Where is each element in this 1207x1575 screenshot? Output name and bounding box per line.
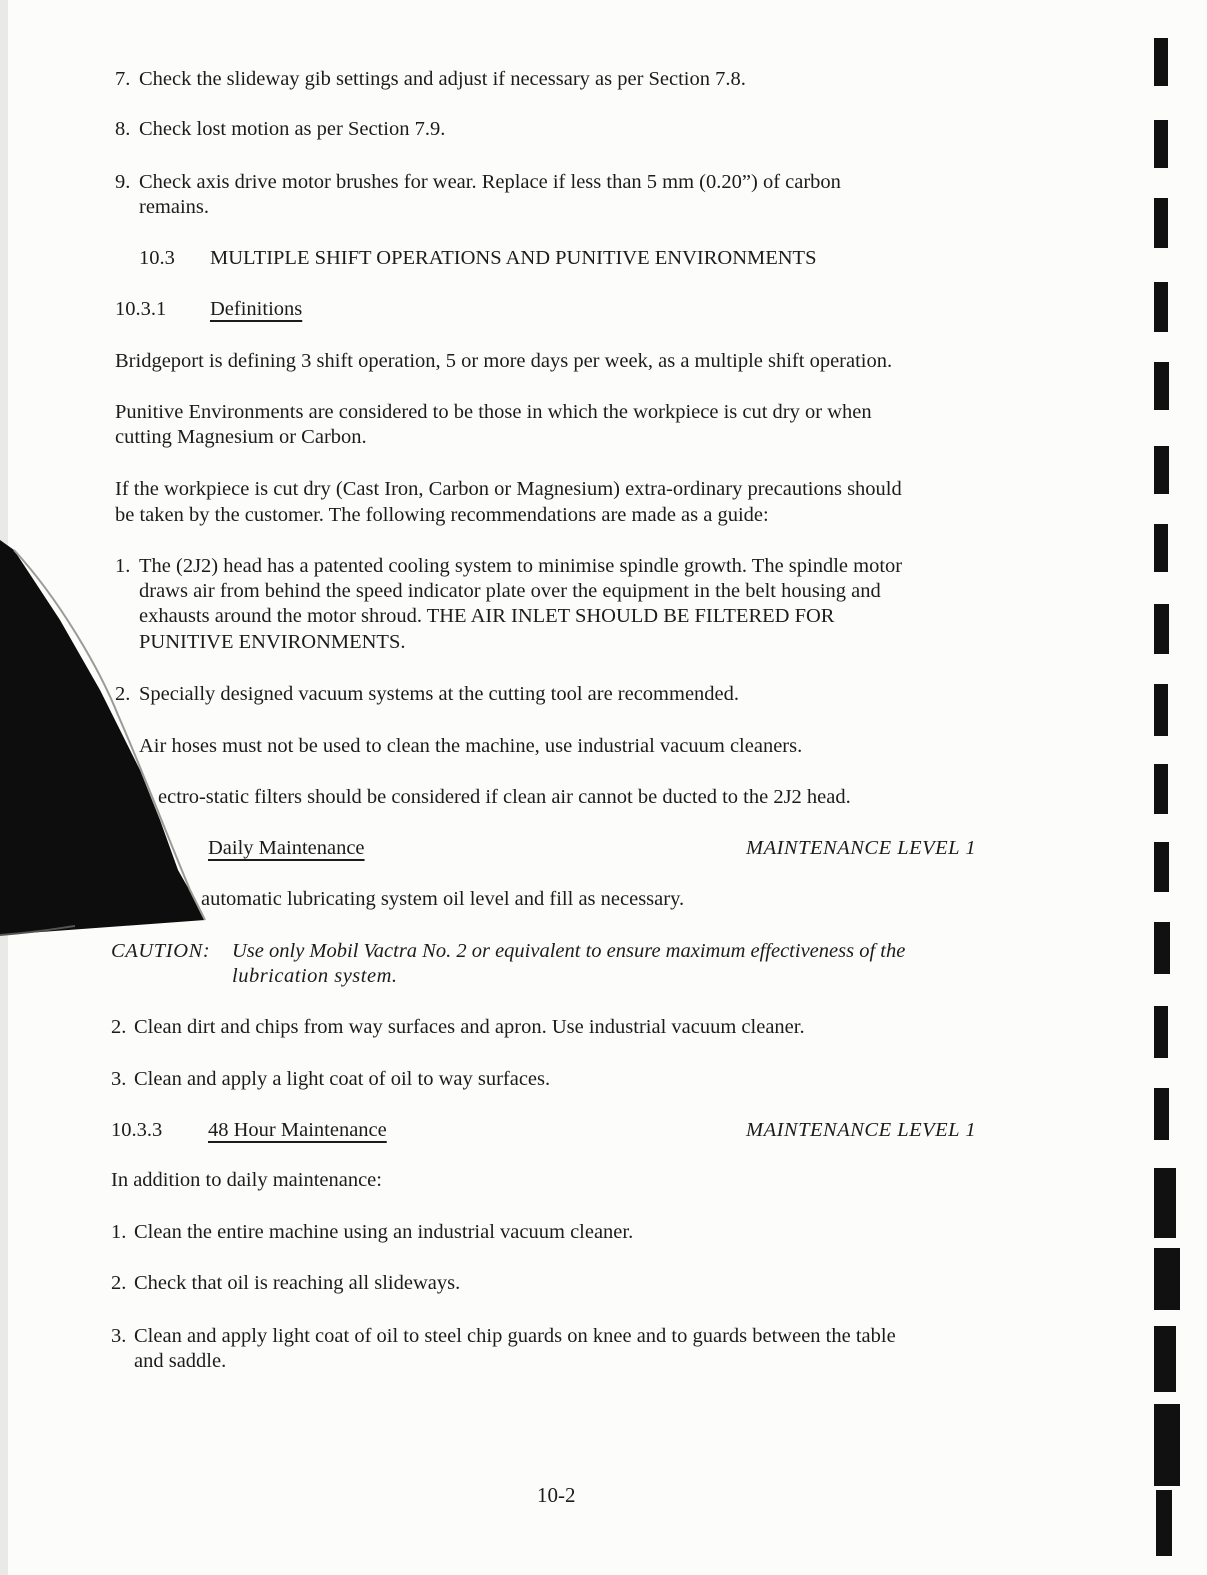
binding-strip xyxy=(1148,0,1207,1575)
binding-hole xyxy=(1154,764,1168,814)
binding-hole xyxy=(1154,38,1168,86)
definitions-paragraph-1: Bridgeport is defining 3 shift operation, 5 or more days per week, as a multiple shift operation. xyxy=(115,350,893,372)
recommendation-1-line4: PUNITIVE ENVIRONMENTS. xyxy=(139,631,406,653)
forty-eight-item-2-number: 2. xyxy=(111,1272,127,1294)
definitions-paragraph-2-line1: Punitive Environments are considered to be those in which the workpiece is cut dry or when xyxy=(115,401,872,423)
daily-item-3-number: 3. xyxy=(111,1068,127,1090)
binding-hole xyxy=(1156,1490,1172,1556)
page-number: 10-2 xyxy=(537,1483,576,1507)
daily-maintenance-level: MAINTENANCE LEVEL 1 xyxy=(746,837,977,859)
binding-hole xyxy=(1154,1088,1169,1140)
curled-page-shadow xyxy=(0,540,220,960)
daily-item-3-text: Clean and apply a light coat of oil to way surfaces. xyxy=(134,1068,551,1090)
section-10-3-3-title: 48 Hour Maintenance xyxy=(208,1119,387,1141)
section-10-3-3-level: MAINTENANCE LEVEL 1 xyxy=(746,1119,977,1141)
recommendation-2-number: 2. xyxy=(115,683,131,705)
section-10-3-3-number: 10.3.3 xyxy=(111,1119,163,1141)
recommendation-3-line1: Air hoses must not be used to clean the machine, use industrial vacuum cleaners. xyxy=(139,735,803,757)
recommendation-1-line3: exhausts around the motor shroud. THE AIR INLET SHOULD BE FILTERED FOR xyxy=(139,605,835,627)
daily-item-1-text: automatic lubricating system oil level and fill as necessary. xyxy=(201,888,685,910)
binding-hole xyxy=(1154,198,1168,248)
daily-item-2-number: 2. xyxy=(111,1016,127,1038)
binding-hole xyxy=(1154,282,1168,332)
section-10-3-1-number: 10.3.1 xyxy=(115,298,167,320)
binding-hole xyxy=(1154,604,1169,654)
item-8-text: Check lost motion as per Section 7.9. xyxy=(139,118,446,140)
forty-eight-item-3-line1: Clean and apply light coat of oil to steel chip guards on knee and to guards between the table xyxy=(134,1325,896,1347)
caution-label: CAUTION: xyxy=(111,940,211,962)
binding-hole xyxy=(1154,922,1170,974)
item-7-text: Check the slideway gib settings and adjust if necessary as per Section 7.8. xyxy=(139,68,746,90)
section-10-3-title: MULTIPLE SHIFT OPERATIONS AND PUNITIVE ENVIRONMENTS xyxy=(210,247,817,269)
section-10-3-1-title: Definitions xyxy=(210,298,303,320)
binding-hole xyxy=(1154,524,1168,572)
item-8-number: 8. xyxy=(115,118,131,140)
forty-eight-item-3-number: 3. xyxy=(111,1325,127,1347)
forty-eight-item-2-text: Check that oil is reaching all slideways. xyxy=(134,1272,461,1294)
binding-hole xyxy=(1154,446,1169,494)
recommendation-2-line1: Specially designed vacuum systems at the cutting tool are recommended. xyxy=(139,683,740,705)
recommendation-1-line1: The (2J2) head has a patented cooling system to minimise spindle growth. The spindle motor xyxy=(139,555,903,577)
item-7-number: 7. xyxy=(115,68,131,90)
binding-hole xyxy=(1154,684,1168,736)
caution-line1: Use only Mobil Vactra No. 2 or equivalent to ensure maximum effectiveness of the xyxy=(232,940,906,962)
binding-hole xyxy=(1154,362,1169,410)
caution-line2: lubrication system. xyxy=(232,965,398,987)
daily-item-2-text: Clean dirt and chips from way surfaces and apron. Use industrial vacuum cleaner. xyxy=(134,1016,805,1038)
section-10-3-number: 10.3 xyxy=(139,247,175,269)
definitions-paragraph-3-line1: If the workpiece is cut dry (Cast Iron, Carbon or Magnesium) extra-ordinary precautions should xyxy=(115,478,902,500)
forty-eight-intro: In addition to daily maintenance: xyxy=(111,1169,382,1191)
item-9-text-line2: remains. xyxy=(139,196,210,218)
item-9-number: 9. xyxy=(115,171,131,193)
recommendation-4-line1: ectro-static filters should be considered if clean air cannot be ducted to the 2J2 head. xyxy=(158,786,851,808)
forty-eight-item-1-text: Clean the entire machine using an industrial vacuum cleaner. xyxy=(134,1221,634,1243)
definitions-paragraph-2-line2: cutting Magnesium or Carbon. xyxy=(115,426,367,448)
item-9-text-line1: Check axis drive motor brushes for wear. Replace if less than 5 mm (0.20”) of carbon xyxy=(139,171,841,193)
binding-hole xyxy=(1154,1404,1180,1486)
binding-hole xyxy=(1154,1168,1176,1238)
recommendation-1-line2: draws air from behind the speed indicator plate over the equipment in the belt housing and xyxy=(139,580,881,602)
binding-hole xyxy=(1154,120,1168,168)
recommendation-1-number: 1. xyxy=(115,555,131,577)
binding-hole xyxy=(1154,1248,1180,1310)
binding-hole xyxy=(1154,1006,1168,1058)
binding-hole xyxy=(1154,842,1169,892)
binding-hole xyxy=(1154,1326,1176,1392)
forty-eight-item-3-line2: and saddle. xyxy=(134,1350,227,1372)
daily-maintenance-title: Daily Maintenance xyxy=(208,837,365,859)
definitions-paragraph-3-line2: be taken by the customer. The following recommendations are made as a guide: xyxy=(115,504,769,526)
forty-eight-item-1-number: 1. xyxy=(111,1221,127,1243)
